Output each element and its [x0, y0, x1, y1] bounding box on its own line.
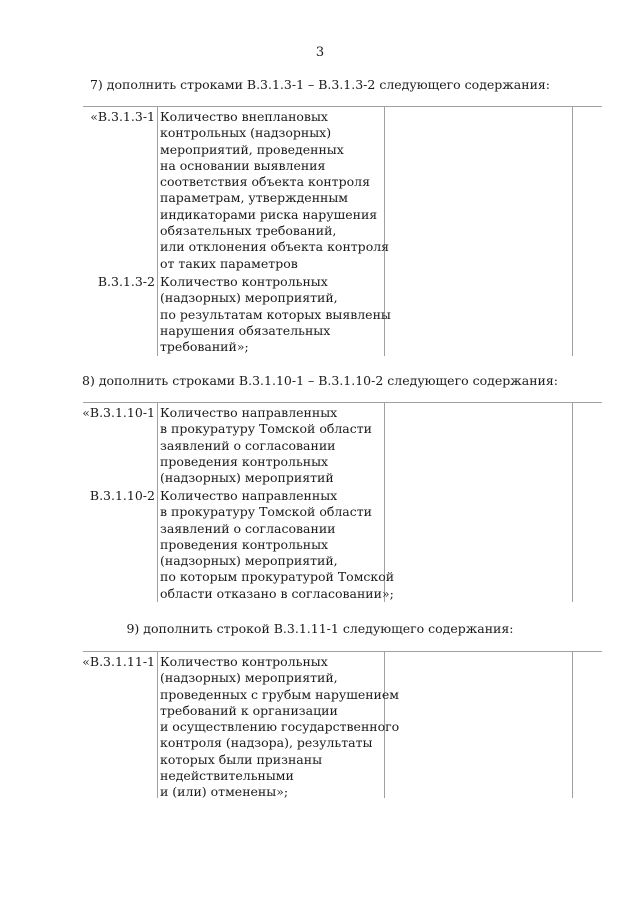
page-number: 3 [315, 45, 325, 60]
row-description: Количество контрольных (надзорных) мероприятий, по результатам которых выявлены нарушения обязательных требований»; [160, 274, 391, 355]
column-divider [572, 402, 573, 602]
row-code: В.3.1.3-2 [97, 274, 155, 289]
table-top-border [83, 651, 602, 652]
row-description: Количество направленных в прокуратуру Томской области заявлений о согласовании проведения контрольных (надзорных) мероприятий, по которым прокуратурой Томской области отказано в согласовании»; [160, 488, 395, 601]
row-description: Количество внеплановых контрольных (надзорных) мероприятий, проведенных на основании выявления соответствия объекта контроля параметрам, утвержденным индикаторами риска нарушения обязательных требований, или отклонения объекта контроля от таких параметров [160, 109, 390, 271]
section-8-intro: 8) дополнить строками В.3.1.10-1 – В.3.1.10-2 следующего содержания: [82, 373, 558, 388]
row-code: «В.3.1.11-1 [82, 654, 155, 669]
column-divider [157, 106, 158, 356]
column-divider [157, 402, 158, 602]
section-7-intro: 7) дополнить строками В.3.1.3-1 – В.3.1.3-2 следующего содержания: [89, 77, 551, 92]
section-7-table [83, 106, 602, 356]
column-divider [572, 106, 573, 356]
row-code: В.3.1.10-2 [89, 488, 155, 503]
section-8-table [83, 402, 602, 602]
row-description: Количество направленных в прокуратуру Томской области заявлений о согласовании проведения контрольных (надзорных) мероприятий [160, 405, 373, 486]
column-divider [572, 651, 573, 798]
table-top-border [83, 106, 602, 107]
section-9-table [83, 651, 602, 798]
row-description: Количество контрольных (надзорных) мероприятий, проведенных с грубым нарушением требований к организации и осуществлению государственного контроля (надзора), результаты которых были признаны недействительными и (или) отменены»; [160, 654, 400, 800]
section-9-intro: 9) дополнить строкой В.3.1.11-1 следующего содержания: [126, 621, 514, 636]
column-divider [157, 651, 158, 798]
row-code: «В.3.1.3-1 [90, 109, 155, 124]
row-code: «В.3.1.10-1 [82, 405, 155, 420]
table-top-border [83, 402, 602, 403]
